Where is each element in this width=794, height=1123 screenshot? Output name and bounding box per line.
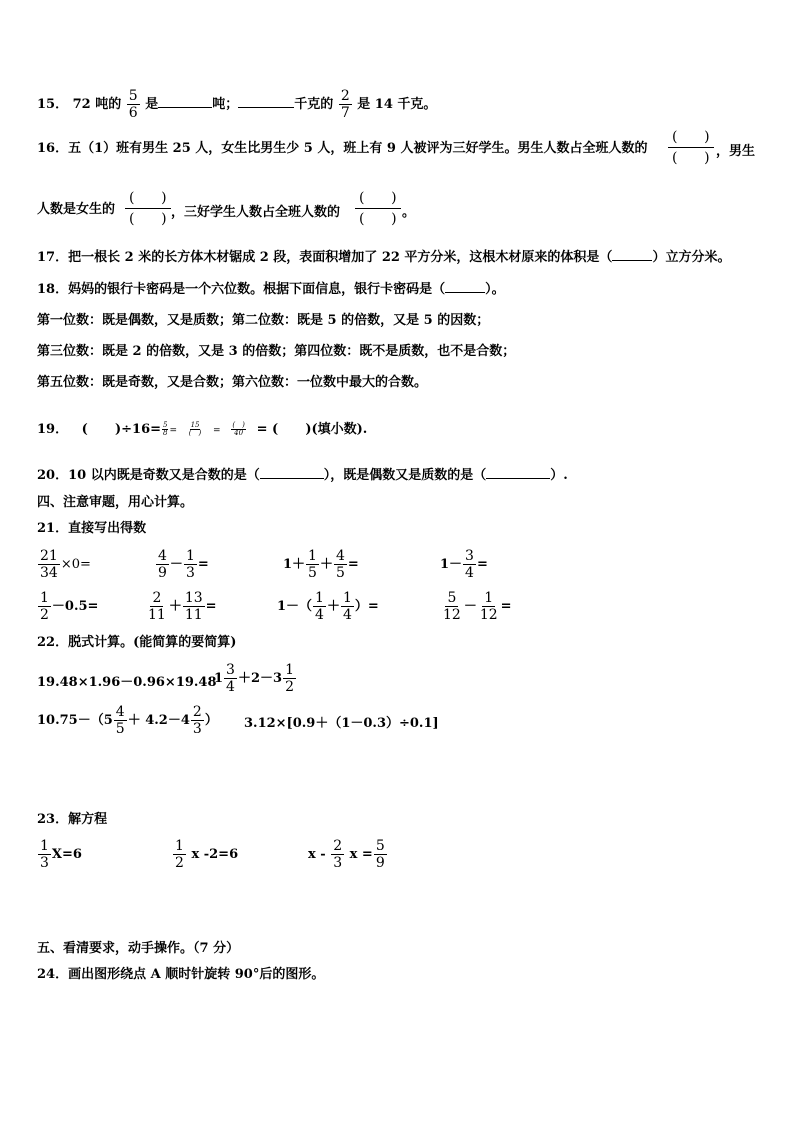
- calc-item: $\frac{2}{11}$ ＋ $\frac{13}{11}$ =: [148, 590, 217, 623]
- calc-item: $\frac{4}{9}$ － $\frac{1}{3}$ =: [158, 548, 209, 581]
- question-17: 17．把一根长 2 米的长方体木材锯成 2 段，表面积增加了 22 平方分米，这根木材原来的体积是（ ）立方分米。: [37, 250, 731, 265]
- question-18: 18．妈妈的银行卡密码是一个六位数。根据下面信息，银行卡密码是（ ）。: [37, 282, 505, 297]
- clue-line: 第五位数：既是奇数，又是合数；第六位数：一位数中最大的合数。: [37, 375, 428, 390]
- question-16-tail: ，男生: [716, 144, 756, 159]
- answer-blank[interactable]: [158, 106, 212, 108]
- answer-blank[interactable]: [260, 477, 324, 479]
- calc-expression: 3.12×[0.9＋（1－0.3）÷0.1]: [244, 716, 439, 731]
- answer-blank[interactable]: [238, 106, 294, 108]
- section-heading: 五、看清要求，动手操作。（7 分）: [37, 941, 240, 956]
- question-23-title: 23．解方程: [37, 812, 108, 827]
- fraction: $\frac{5}{6}$: [128, 88, 138, 121]
- fraction: $\frac{15}{( )}$: [188, 421, 202, 437]
- answer-fraction-box[interactable]: ( ) ( ): [668, 127, 714, 168]
- calc-expression: 10.75－（5 $\frac{4}{5}$ ＋ 4.2－4 $\frac{2}{3}$ ）: [37, 704, 218, 737]
- answer-blank[interactable]: [486, 477, 550, 479]
- question-21-title: 21．直接写出得数: [37, 521, 147, 536]
- equation: $\frac{1}{2}$ x -2=6: [175, 838, 239, 871]
- question-22-title: 22．脱式计算。(能简算的要简算): [37, 635, 237, 650]
- clue-line: 第一位数：既是偶数，又是质数；第二位数：既是 5 的倍数，又是 5 的因数；: [37, 313, 490, 328]
- calc-item: 1－ $\frac{3}{4}$ =: [440, 548, 488, 581]
- question-20: 20．10 以内既是奇数又是合数的是（ ），既是偶数又是质数的是（ ）.: [37, 468, 568, 483]
- answer-blank[interactable]: [445, 291, 485, 293]
- calc-expression: 19.48×1.96－0.96×19.48: [37, 675, 217, 690]
- calc-item: $\frac{5}{12}$ － $\frac{1}{12}$ =: [443, 590, 512, 623]
- section-heading: 四、注意审题，用心计算。: [37, 495, 194, 510]
- calc-item: $\frac{1}{2}$ －0.5=: [40, 590, 99, 623]
- equation: x - $\frac{2}{3}$ x = $\frac{5}{9}$: [308, 838, 385, 871]
- question-19: 19． ( )÷16= $\frac{5}{8}$ = $\frac{15}{( )}$ = $\frac{( )}{40}$ = ( )(填小数).: [37, 421, 368, 437]
- question-24: 24．画出图形绕点 A 顺时针旋转 90°后的图形。: [37, 967, 325, 982]
- clue-line: 第三位数：既是 2 的倍数，又是 3 的倍数；第四位数：既不是质数，也不是合数；: [37, 344, 516, 359]
- question-16: 16．五（1）班有男生 25 人，女生比男生少 5 人，班上有 9 人被评为三好学生。男生人数占全班人数的: [37, 141, 648, 156]
- question-16-line2: 人数是女生的: [37, 202, 116, 217]
- answer-fraction-box[interactable]: ( ) ( ): [125, 188, 171, 229]
- fraction: $\frac{2}{7}$: [340, 88, 350, 121]
- fraction: $\frac{5}{8}$: [163, 421, 168, 437]
- calc-item: 1＋ $\frac{1}{5}$ ＋ $\frac{4}{5}$ =: [283, 548, 359, 581]
- answer-blank[interactable]: [612, 259, 652, 261]
- equation: $\frac{1}{3}$ X=6: [40, 838, 82, 871]
- calc-item: $\frac{21}{34}$ ×0=: [40, 548, 91, 581]
- calc-expression: 1 $\frac{3}{4}$ ＋2－3 $\frac{1}{2}$: [214, 662, 294, 695]
- question-15: 15． 72 吨的 $\frac{5}{6}$ 是 吨； 千克的 $\frac{2}{7}$ 是 14 千克。: [37, 88, 437, 121]
- fraction: $\frac{( )}{40}$: [232, 421, 245, 437]
- calc-item: 1－（ $\frac{1}{4}$ ＋ $\frac{1}{4}$ ）=: [277, 590, 379, 623]
- answer-fraction-box[interactable]: ( ) ( ): [355, 188, 401, 229]
